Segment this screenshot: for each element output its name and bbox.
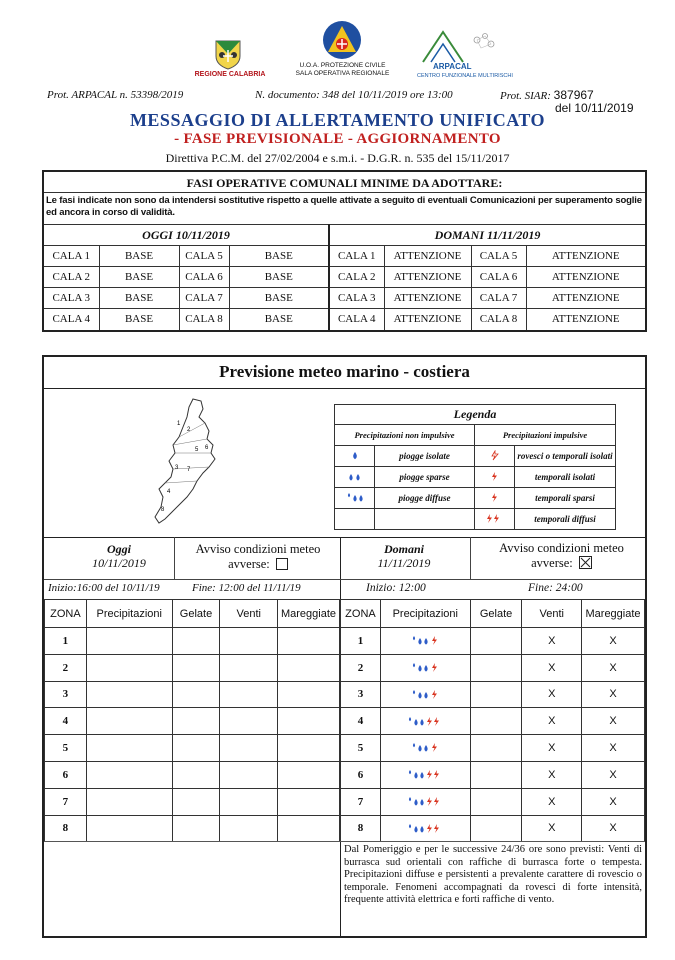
cala-phase: ATTENZIONE bbox=[384, 267, 471, 288]
domani-mareggiate-cell: X bbox=[582, 681, 645, 708]
triple-drop-icon bbox=[406, 822, 426, 834]
map-zone-2: 2 bbox=[187, 427, 191, 433]
domani-col-venti: Venti bbox=[522, 600, 582, 628]
oggi-zone-table bbox=[44, 599, 340, 842]
legend-right-icon-cell bbox=[475, 467, 515, 488]
domani-precip-cell bbox=[380, 628, 470, 655]
cala-name: CALA 8 bbox=[179, 309, 229, 330]
domani-precip-cell bbox=[380, 735, 470, 762]
double-lightning-icon bbox=[426, 795, 444, 807]
oggi-avviso-checkbox[interactable] bbox=[276, 558, 288, 570]
oggi-precip-cell bbox=[86, 761, 172, 788]
oggi-zona-cell: 8 bbox=[45, 815, 87, 842]
domani-zona-cell: 7 bbox=[341, 788, 381, 815]
legend-right-label: temporali isolati bbox=[515, 467, 616, 488]
domani-zone-row bbox=[341, 681, 645, 708]
domani-gelate-cell bbox=[470, 815, 522, 842]
oggi-venti-cell bbox=[220, 708, 278, 735]
cala-phase: ATTENZIONE bbox=[384, 309, 471, 330]
domani-gelate-cell bbox=[470, 654, 522, 681]
oggi-zona-cell: 3 bbox=[45, 681, 87, 708]
oggi-precip-cell bbox=[86, 654, 172, 681]
prot-siar bbox=[500, 88, 594, 102]
oggi-venti-cell bbox=[220, 815, 278, 842]
oggi-mareggiate-cell bbox=[278, 654, 340, 681]
legend-row bbox=[335, 467, 616, 488]
domani-zona-cell: 4 bbox=[341, 708, 381, 735]
domani-avviso-divider bbox=[470, 537, 471, 579]
triple-drop-icon bbox=[406, 715, 426, 727]
domani-precip-cell bbox=[380, 681, 470, 708]
cala-name: CALA 3 bbox=[329, 288, 384, 309]
oggi-precip-cell bbox=[86, 815, 172, 842]
domani-venti-cell: X bbox=[522, 708, 582, 735]
protezione-civile-line2: SALA OPERATIVA REGIONALE bbox=[295, 70, 390, 77]
oggi-venti-cell bbox=[220, 654, 278, 681]
domani-inizio: Inizio: 12:00 bbox=[366, 582, 426, 594]
prot-siar-date: del 10/11/2019 bbox=[555, 101, 634, 115]
cala-phase: BASE bbox=[229, 246, 329, 267]
domani-zone-row bbox=[341, 628, 645, 655]
map-zone-5: 5 bbox=[195, 447, 199, 453]
cala-name: CALA 4 bbox=[44, 309, 99, 330]
map-zone-6: 6 bbox=[205, 445, 209, 451]
oggi-precip-cell bbox=[86, 681, 172, 708]
domani-zone-row bbox=[341, 654, 645, 681]
cala-phase: ATTENZIONE bbox=[526, 246, 645, 267]
directive-line: Direttiva P.C.M. del 27/02/2004 e s.m.i. - D.G.R. n. 535 del 15/11/2017 bbox=[165, 151, 510, 165]
domani-precip-cell bbox=[380, 654, 470, 681]
cala-name: CALA 5 bbox=[471, 246, 526, 267]
domani-venti-cell: X bbox=[522, 788, 582, 815]
domani-zona-cell: 5 bbox=[341, 735, 381, 762]
domani-mareggiate-cell: X bbox=[582, 654, 645, 681]
lightning-icon bbox=[430, 635, 440, 647]
cala-name: CALA 5 bbox=[179, 246, 229, 267]
oggi-mareggiate-cell bbox=[278, 761, 340, 788]
cala-name: CALA 4 bbox=[329, 309, 384, 330]
domani-gelate-cell bbox=[470, 761, 522, 788]
domani-venti-cell: X bbox=[522, 654, 582, 681]
domani-col-gelate: Gelate bbox=[470, 600, 522, 628]
cala-phase: BASE bbox=[99, 267, 179, 288]
domani-precip-cell bbox=[380, 788, 470, 815]
domani-zone-table bbox=[340, 599, 645, 842]
small-lightning-icon bbox=[490, 450, 500, 462]
oggi-mareggiate-cell bbox=[278, 681, 340, 708]
oggi-gelate-cell bbox=[172, 654, 220, 681]
arpacal-subtitle: CENTRO FUNZIONALE MULTIRISCHI bbox=[417, 73, 513, 79]
oggi-mareggiate-cell bbox=[278, 815, 340, 842]
legend-title: Legenda bbox=[335, 405, 616, 425]
oggi-gelate-cell bbox=[172, 681, 220, 708]
cala-name: CALA 7 bbox=[471, 288, 526, 309]
oggi-zone-row bbox=[45, 654, 340, 681]
prot-siar-number: 387967 bbox=[553, 88, 594, 102]
oggi-inizio-fine-divider bbox=[44, 579, 340, 580]
oggi-zone-row bbox=[45, 628, 340, 655]
oggi-zone-row bbox=[45, 815, 340, 842]
fasi-row bbox=[44, 309, 645, 330]
domani-venti-cell: X bbox=[522, 761, 582, 788]
oggi-venti-cell bbox=[220, 761, 278, 788]
domani-gelate-cell bbox=[470, 628, 522, 655]
oggi-zone-row bbox=[45, 708, 340, 735]
oggi-date: 10/11/2019 bbox=[92, 556, 146, 570]
domani-venti-cell: X bbox=[522, 815, 582, 842]
domani-zona-cell: 8 bbox=[341, 815, 381, 842]
triple-drop-icon bbox=[410, 635, 430, 647]
oggi-gelate-cell bbox=[172, 761, 220, 788]
map-zone-7: 7 bbox=[187, 467, 191, 473]
meteo-title: Previsione meteo marino - costiera bbox=[44, 357, 645, 389]
domani-fine: Fine: 24:00 bbox=[528, 582, 583, 594]
domani-zona-cell: 6 bbox=[341, 761, 381, 788]
domani-zona-cell: 1 bbox=[341, 628, 381, 655]
oggi-avviso bbox=[178, 542, 338, 572]
oggi-zone-row bbox=[45, 761, 340, 788]
domani-gelate-cell bbox=[470, 708, 522, 735]
regione-calabria-label: REGIONE CALABRIA bbox=[194, 71, 266, 78]
oggi-zona-cell: 5 bbox=[45, 735, 87, 762]
oggi-fine: Fine: 12:00 del 11/11/19 bbox=[192, 582, 301, 594]
fasi-note: Le fasi indicate non sono da intendersi sostitutive rispetto a quelle attivate a seguito di eventuali Comunicazioni per superamento soglie ed ancora in corso di validità. bbox=[44, 192, 645, 220]
oggi-col-gelate: Gelate bbox=[172, 600, 220, 628]
double-lightning-icon bbox=[426, 715, 444, 727]
oggi-zona-cell: 6 bbox=[45, 761, 87, 788]
domani-label: Domani bbox=[383, 542, 424, 556]
forecast-header-divider bbox=[44, 537, 645, 538]
oggi-zona-cell: 4 bbox=[45, 708, 87, 735]
oggi-zona-cell: 1 bbox=[45, 628, 87, 655]
oggi-mareggiate-cell bbox=[278, 708, 340, 735]
arpacal-mountain-icon bbox=[415, 28, 515, 64]
oggi-mareggiate-cell bbox=[278, 788, 340, 815]
meteo-box bbox=[42, 355, 647, 938]
legend-table bbox=[334, 404, 616, 530]
cala-name: CALA 1 bbox=[329, 246, 384, 267]
domani-col-mareggiate: Mareggiate bbox=[582, 600, 645, 628]
domani-mareggiate-cell: X bbox=[582, 761, 645, 788]
page-title: MESSAGGIO DI ALLERTAMENTO UNIFICATO bbox=[129, 110, 546, 130]
logo-regione-calabria bbox=[190, 38, 270, 82]
domani-avviso bbox=[484, 541, 639, 571]
cala-phase: ATTENZIONE bbox=[384, 288, 471, 309]
double-lightning-icon bbox=[426, 769, 444, 781]
oggi-zona-cell: 2 bbox=[45, 654, 87, 681]
lightning-icon bbox=[430, 688, 440, 700]
oggi-venti-cell bbox=[220, 628, 278, 655]
legend-row bbox=[335, 488, 616, 509]
single-drop-icon bbox=[350, 450, 360, 462]
legend-left-icon-cell bbox=[335, 509, 375, 530]
domani-zone-row bbox=[341, 735, 645, 762]
oggi-avviso-divider bbox=[174, 537, 175, 579]
triple-drop-icon bbox=[410, 742, 430, 754]
fasi-operative-box bbox=[42, 170, 647, 332]
oggi-mareggiate-cell bbox=[278, 735, 340, 762]
legend-left-icon-cell bbox=[335, 467, 375, 488]
domani-zone-row bbox=[341, 788, 645, 815]
fasi-oggi-label: OGGI 10/11/2019 bbox=[44, 225, 329, 246]
lightning-icon bbox=[430, 742, 440, 754]
legend-row bbox=[335, 509, 616, 530]
map-zone-4: 4 bbox=[167, 489, 171, 495]
legend-left-icon-cell bbox=[335, 446, 375, 467]
domani-mareggiate-cell: X bbox=[582, 815, 645, 842]
domani-venti-cell: X bbox=[522, 735, 582, 762]
legend-left-label: piogge diffuse bbox=[375, 488, 475, 509]
cala-name: CALA 6 bbox=[471, 267, 526, 288]
domani-precip-cell bbox=[380, 708, 470, 735]
oggi-mareggiate-cell bbox=[278, 628, 340, 655]
cala-name: CALA 6 bbox=[179, 267, 229, 288]
domani-zone-row bbox=[341, 761, 645, 788]
cala-phase: BASE bbox=[229, 309, 329, 330]
legend-left-label bbox=[375, 509, 475, 530]
legend-row bbox=[335, 446, 616, 467]
domani-precip-cell bbox=[380, 815, 470, 842]
oggi-col-venti: Venti bbox=[220, 600, 278, 628]
legend-col-left: Precipitazioni non impulsive bbox=[335, 425, 475, 446]
fasi-table bbox=[44, 224, 645, 330]
cala-phase: ATTENZIONE bbox=[526, 288, 645, 309]
oggi-gelate-cell bbox=[172, 788, 220, 815]
oggi-gelate-cell bbox=[172, 708, 220, 735]
cala-phase: BASE bbox=[99, 309, 179, 330]
domani-venti-cell: X bbox=[522, 628, 582, 655]
domani-gelate-cell bbox=[470, 735, 522, 762]
legend-left-icon-cell bbox=[335, 488, 375, 509]
cala-phase: BASE bbox=[229, 288, 329, 309]
triple-drop-icon bbox=[345, 492, 365, 504]
map-zone-8: 8 bbox=[161, 507, 165, 513]
domani-mareggiate-cell: X bbox=[582, 708, 645, 735]
lightning-icon bbox=[430, 661, 440, 673]
cala-name: CALA 1 bbox=[44, 246, 99, 267]
domani-precip-cell bbox=[380, 761, 470, 788]
cala-name: CALA 3 bbox=[44, 288, 99, 309]
cala-phase: ATTENZIONE bbox=[526, 267, 645, 288]
protezione-civile-line1: U.O.A. PROTEZIONE CIVILE bbox=[299, 62, 386, 69]
fasi-domani-label: DOMANI 11/11/2019 bbox=[329, 225, 645, 246]
fasi-row bbox=[44, 288, 645, 309]
oggi-avviso-text: Avviso condizioni meteo avverse: bbox=[195, 542, 321, 571]
legend-right-label: rovesci o temporali isolati bbox=[515, 446, 616, 467]
forecast-note: Dal Pomeriggio e per le successive 24/36 ore sono previsti: Venti di burrasca sud orientali con raffiche di burrasca forte o tempesta. Precipitazioni diffuse e persistenti a prevalente carattere di rovescio o temporale. Fenomeni accompagnati da rovesci di forte intensità, frequente attività elettrica e forti raffiche di vento. bbox=[344, 844, 642, 906]
legend-right-label: temporali sparsi bbox=[515, 488, 616, 509]
lightning-icon bbox=[490, 492, 500, 504]
fasi-row bbox=[44, 267, 645, 288]
oggi-precip-cell bbox=[86, 788, 172, 815]
domani-venti-cell: X bbox=[522, 681, 582, 708]
double-lightning-icon bbox=[426, 822, 444, 834]
calabria-zones-map bbox=[149, 397, 229, 527]
oggi-venti-cell bbox=[220, 681, 278, 708]
oggi-precip-cell bbox=[86, 628, 172, 655]
oggi-venti-cell bbox=[220, 788, 278, 815]
domani-mareggiate-cell: X bbox=[582, 788, 645, 815]
oggi-gelate-cell bbox=[172, 815, 220, 842]
n-documento: N. documento: 348 del 10/11/2019 ore 13:00 bbox=[255, 89, 453, 101]
oggi-zone-row bbox=[45, 681, 340, 708]
legend-right-icon-cell bbox=[475, 446, 515, 467]
cala-phase: BASE bbox=[229, 267, 329, 288]
map-zone-3: 3 bbox=[175, 465, 179, 471]
triple-drop-icon bbox=[410, 688, 430, 700]
oggi-label: Oggi bbox=[107, 542, 131, 556]
domani-col-zona: ZONA bbox=[341, 600, 381, 628]
oggi-precip-cell bbox=[86, 708, 172, 735]
cala-phase: ATTENZIONE bbox=[526, 309, 645, 330]
domani-inizio-fine-divider bbox=[340, 579, 645, 580]
oggi-venti-cell bbox=[220, 735, 278, 762]
oggi-inizio: Inizio:16:00 del 10/11/19 bbox=[48, 582, 160, 594]
triple-drop-icon bbox=[410, 661, 430, 673]
double-drop-icon bbox=[347, 471, 363, 483]
oggi-col-mareggiate: Mareggiate bbox=[278, 600, 340, 628]
domani-gelate-cell bbox=[470, 788, 522, 815]
oggi-zona-cell: 7 bbox=[45, 788, 87, 815]
domani-col-precipitazioni: Precipitazioni bbox=[380, 600, 470, 628]
domani-mareggiate-cell: X bbox=[582, 628, 645, 655]
prot-siar-label: Prot. SIAR: bbox=[500, 90, 551, 102]
domani-avviso-text: Avviso condizioni meteo avverse: bbox=[499, 541, 624, 570]
regione-calabria-crest-icon bbox=[212, 38, 244, 70]
fasi-heading: FASI OPERATIVE COMUNALI MINIME DA ADOTTARE: bbox=[186, 176, 503, 190]
domani-gelate-cell bbox=[470, 681, 522, 708]
domani-zona-cell: 3 bbox=[341, 681, 381, 708]
checkbox-cross-icon bbox=[580, 557, 591, 568]
calabria-outline bbox=[155, 399, 215, 523]
domani-date: 11/11/2019 bbox=[377, 556, 431, 570]
arpacal-name: ARPACAL bbox=[433, 62, 472, 71]
domani-zone-row bbox=[341, 815, 645, 842]
domani-avviso-checkbox[interactable] bbox=[579, 556, 592, 569]
oggi-gelate-cell bbox=[172, 628, 220, 655]
legend-right-icon-cell bbox=[475, 488, 515, 509]
domani-zone-row bbox=[341, 708, 645, 735]
cala-phase: ATTENZIONE bbox=[384, 246, 471, 267]
notes-divider bbox=[44, 841, 645, 842]
cala-name: CALA 7 bbox=[179, 288, 229, 309]
double-lightning-icon bbox=[486, 513, 504, 525]
legend-col-right: Precipitazioni impulsive bbox=[475, 425, 616, 446]
oggi-zone-row bbox=[45, 735, 340, 762]
triple-drop-icon bbox=[406, 769, 426, 781]
cala-phase: BASE bbox=[99, 288, 179, 309]
legend-left-label: piogge isolate bbox=[375, 446, 475, 467]
protezione-civile-emblem-icon bbox=[320, 20, 364, 60]
oggi-col-zona: ZONA bbox=[45, 600, 87, 628]
prot-arpacal: Prot. ARPACAL n. 53398/2019 bbox=[47, 89, 184, 101]
legend-left-label: piogge sparse bbox=[375, 467, 475, 488]
logo-protezione-civile bbox=[285, 20, 400, 82]
domani-mareggiate-cell: X bbox=[582, 735, 645, 762]
domani-zona-cell: 2 bbox=[341, 654, 381, 681]
map-zone-1: 1 bbox=[177, 421, 181, 427]
oggi-zone-row bbox=[45, 788, 340, 815]
fasi-row bbox=[44, 246, 645, 267]
cala-name: CALA 8 bbox=[471, 309, 526, 330]
lightning-icon bbox=[490, 471, 500, 483]
cala-name: CALA 2 bbox=[329, 267, 384, 288]
cala-name: CALA 2 bbox=[44, 267, 99, 288]
logo-arpacal bbox=[415, 28, 525, 82]
oggi-precip-cell bbox=[86, 735, 172, 762]
triple-drop-icon bbox=[406, 795, 426, 807]
page-subtitle: - FASE PREVISIONALE - AGGIORNAMENTO bbox=[174, 131, 501, 147]
legend-right-icon-cell bbox=[475, 509, 515, 530]
oggi-gelate-cell bbox=[172, 735, 220, 762]
legend-right-label: temporali diffusi bbox=[515, 509, 616, 530]
cala-phase: BASE bbox=[99, 246, 179, 267]
oggi-col-precipitazioni: Precipitazioni bbox=[86, 600, 172, 628]
